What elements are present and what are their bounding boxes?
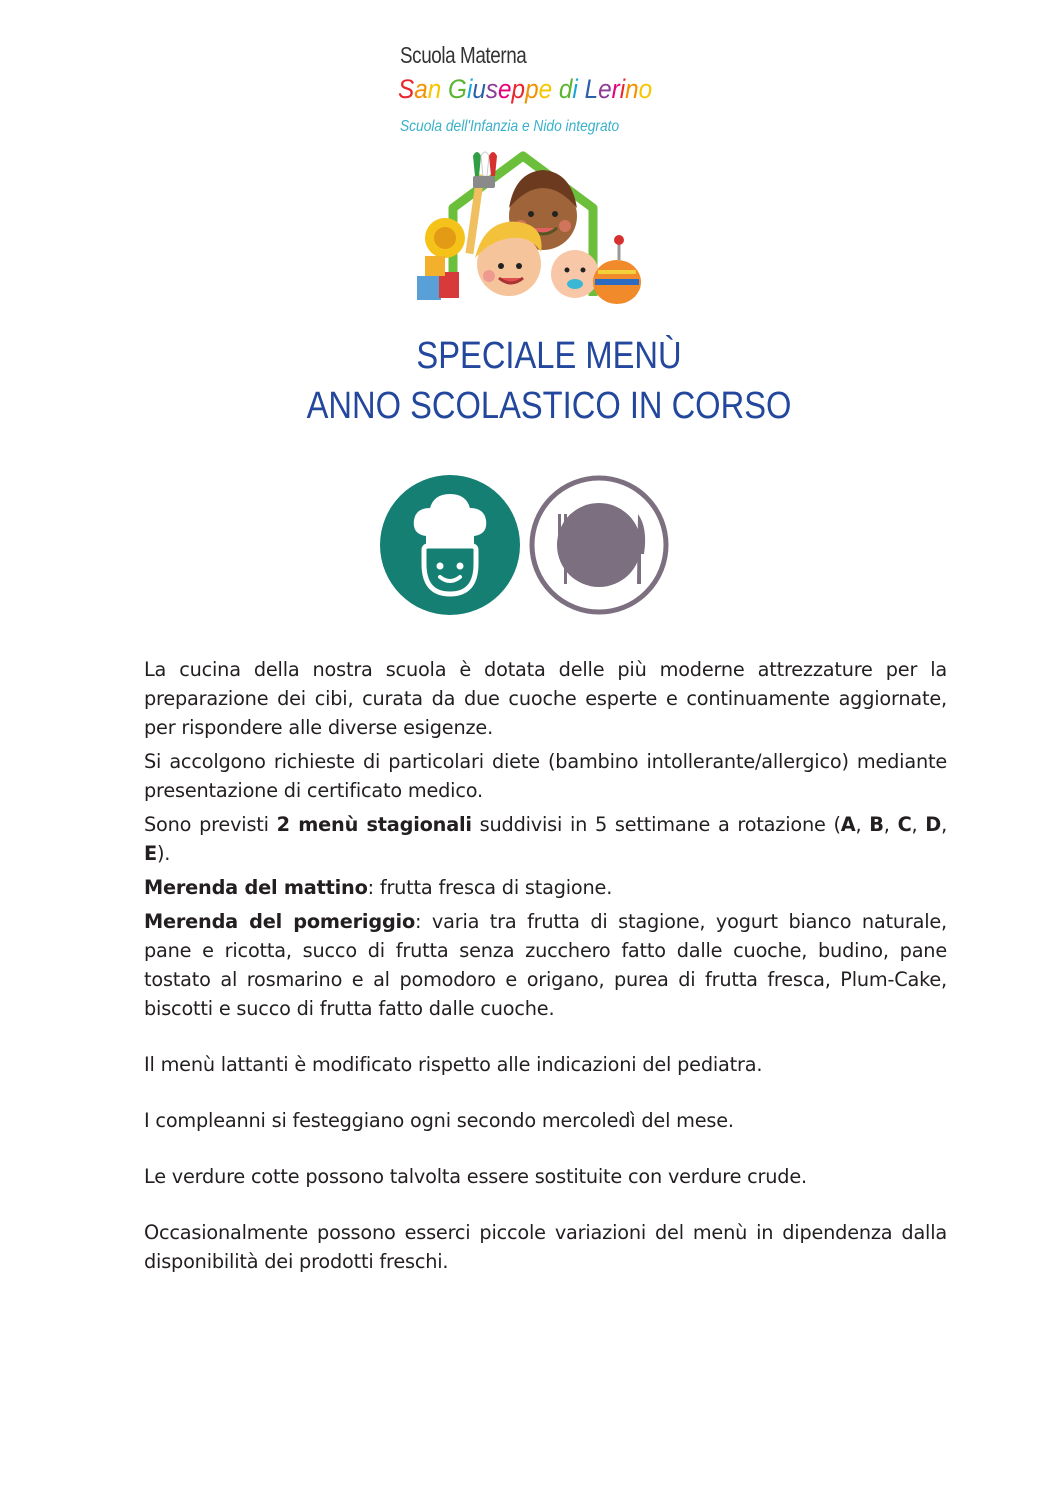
text-span: Sono previsti <box>144 813 277 836</box>
week-letter: A <box>840 813 856 836</box>
week-letter: D <box>925 813 942 836</box>
week-letter: C <box>897 813 912 836</box>
paragraph-kitchen: La cucina della nostra scuola è dotata delle più moderne attrezzature per la preparazione dei cibi, curata da due cuoche esperte e continuamente aggiornate, per rispondere alle diverse esigenze. <box>144 658 947 739</box>
bold-afternoon-snack: Merenda del pomeriggio <box>144 910 416 933</box>
paragraph-afternoon-snack <box>144 907 947 1023</box>
child-face-icon <box>475 222 542 296</box>
logo-line-school-name <box>398 74 652 105</box>
menu-icons <box>378 474 678 619</box>
paragraph-seasonal-menus: Sono previsti 2 menù stagionali suddivisi in 5 settimane a rotazione (A, B, C, D, E). <box>144 813 948 865</box>
text-span: : varia tra frutta di stagione, yogurt bianco naturale, pane e ricotta, succo di frutta senza zucchero fatto dalle cuoche, budino, pane tostato al rosmarino e al pomodoro e origano, purea di frutta fresca, Plum-Cake, biscotti e succo di frutta fatto dalle cuoche. <box>144 910 947 1020</box>
baby-face-icon <box>551 250 599 298</box>
week-letter: B <box>869 813 884 836</box>
paragraph-variations: Occasionalmente possono esserci piccole variazioni del menù in dipendenza dalla disponibilità dei prodotti freschi. <box>144 1221 947 1273</box>
page-title-line2: ANNO SCOLASTICO IN CORSO <box>306 385 792 427</box>
sunflower-icon <box>425 218 465 258</box>
school-logo <box>395 42 675 312</box>
logo-line-subtitle: Scuola dell'Infanzia e Nido integrato <box>400 118 620 135</box>
plate-cutlery-icon <box>532 478 666 612</box>
week-letter: E <box>144 842 157 865</box>
paragraph-morning-snack <box>144 873 947 902</box>
menu-description <box>144 655 947 1276</box>
text-span: ). <box>156 842 171 865</box>
paragraph-infant-menu: Il menù lattanti è modificato rispetto alle indicazioni del pediatra. <box>144 1053 763 1076</box>
text-span: suddivisi in 5 settimane a rotazione ( <box>471 813 841 836</box>
paragraph-birthdays: I compleanni si festeggiano ogni secondo mercoledì del mese. <box>144 1109 734 1132</box>
paragraph-vegetables: Le verdure cotte possono talvolta essere sostituite con verdure crude. <box>144 1165 807 1188</box>
chef-icon <box>380 475 520 615</box>
logo-line-school-type: Scuola Materna <box>400 42 527 68</box>
bold-morning-snack: Merenda del mattino <box>144 876 368 899</box>
page-title-line1: SPECIALE MENÙ <box>416 335 682 377</box>
paragraph-diets: Si accolgono richieste di particolari diete (bambino intollerante/allergico) mediante presentazione di certificato medico. <box>144 750 947 802</box>
spinning-top-icon <box>593 235 641 304</box>
bold-seasonal-menus: 2 menù stagionali <box>276 813 472 836</box>
logo-house-illustration <box>415 146 645 311</box>
logo-school-name-text: San Giuseppe di Lerino <box>398 74 653 104</box>
text-span: : frutta fresca di stagione. <box>367 876 613 899</box>
